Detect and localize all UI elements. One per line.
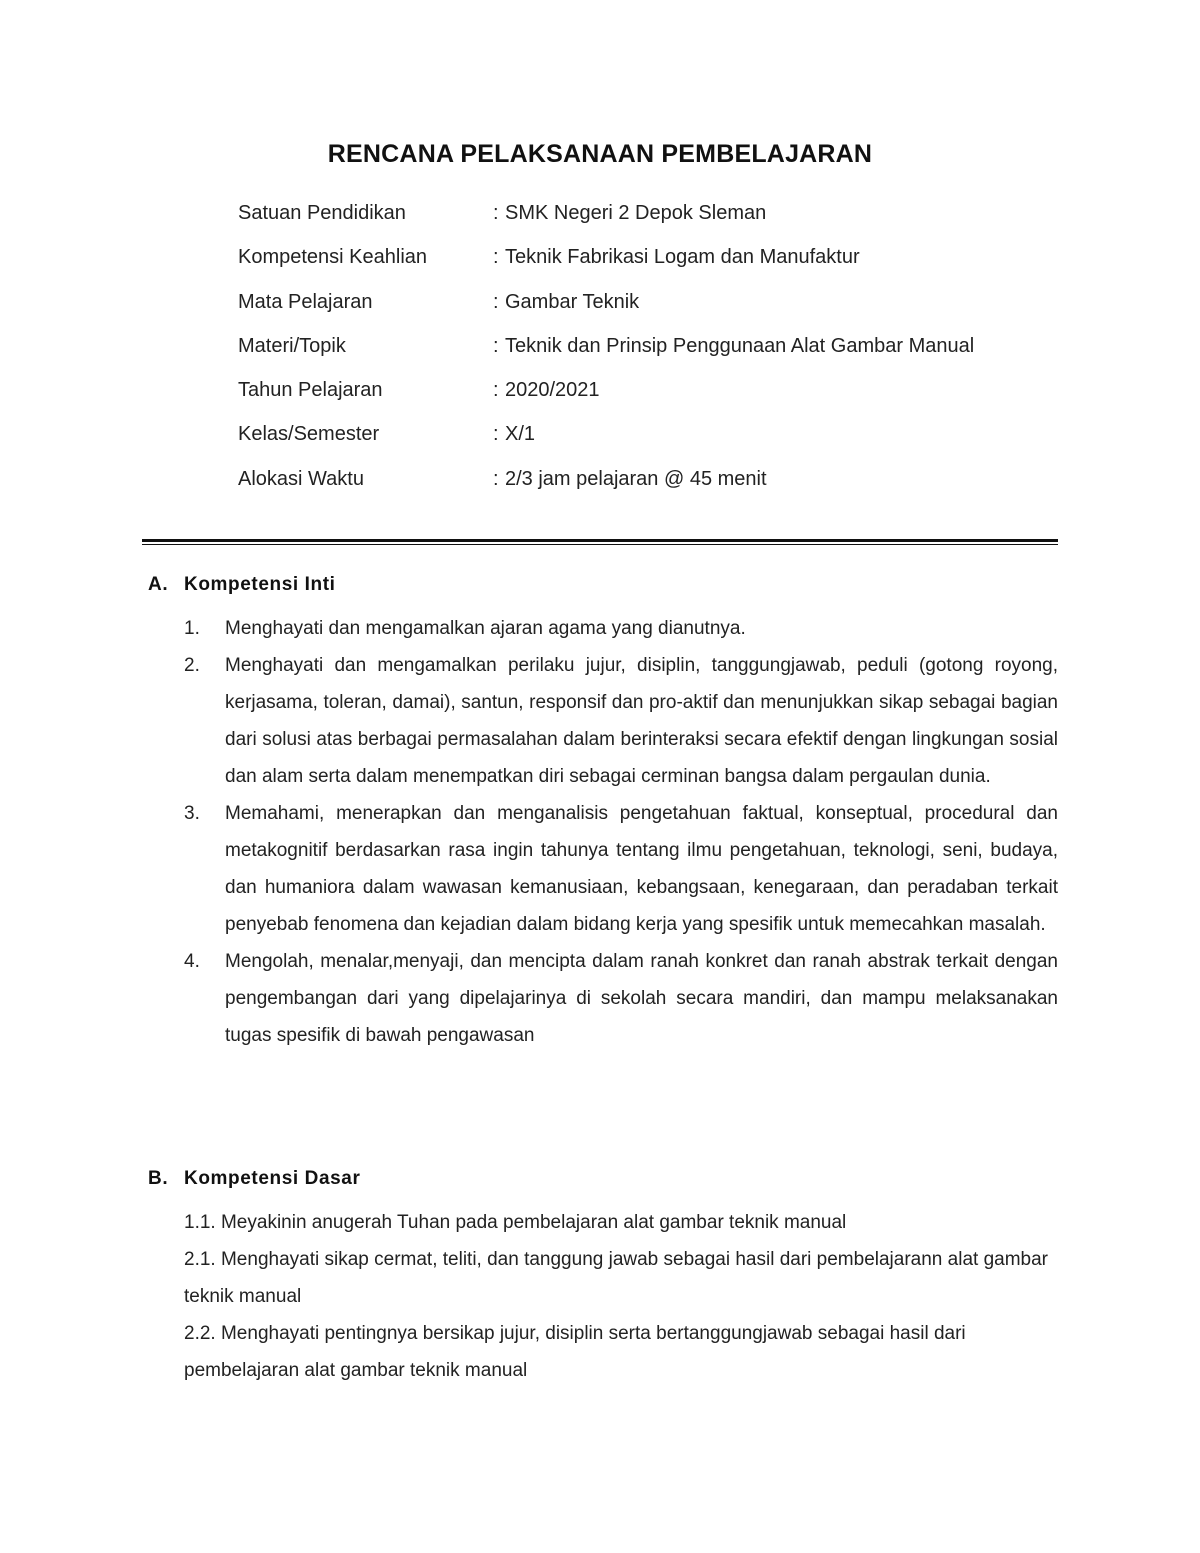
list-text: Menghayati dan mengamalkan perilaku jujur, disiplin, tanggungjawab, peduli (gotong royong, kerjasama, toleran, damai), santun, responsif dan pro-aktif dan menunjukkan sikap sebagai bagian dari solusi atas berbagai permasalahan dalam berinteraksi secara efektif dengan lingkungan sosial dan alam serta dalam menempatkan diri sebagai cerminan bangsa dalam pergaulan dunia. xyxy=(225,655,1058,787)
meta-value: Teknik dan Prinsip Penggunaan Alat Gambar Manual xyxy=(505,334,975,357)
section-title: Kompetensi Dasar xyxy=(184,1168,361,1189)
meta-label: Tahun Pelajaran xyxy=(238,379,383,402)
divider-thick xyxy=(142,539,1058,542)
meta-separator: : xyxy=(493,290,499,313)
list-number: 4. xyxy=(184,951,200,972)
meta-row-kompetensi-keahlian xyxy=(238,246,1098,290)
identity-table xyxy=(238,202,1098,512)
divider-thin xyxy=(142,544,1058,545)
list-number: 1. xyxy=(184,618,200,639)
meta-label: Kompetensi Keahlian xyxy=(238,246,428,269)
list-text: Memahami, menerapkan dan menganalisis pengetahuan faktual, konseptual, procedural dan metakognitif berdasarkan rasa ingin tahunya tentang ilmu pengetahuan, teknologi, seni, budaya, dan humaniora dalam wawasan kemanusiaan, kebangsaan, kenegaraan, dan peradaban terkait penyebab fenomena dan kejadian dalam bidang kerja yang spesifik untuk memecahkan masalah. xyxy=(225,803,1058,935)
list-item xyxy=(184,943,1058,1054)
meta-label: Kelas/Semester xyxy=(238,423,380,446)
meta-separator: : xyxy=(493,202,499,224)
list-text: Menghayati sikap cermat, teliti, dan tanggung jawab sebagai hasil dari pembelajarann alat gambar teknik manual xyxy=(184,1249,1048,1307)
meta-value: X/1 xyxy=(505,423,536,446)
section-letter: B. xyxy=(148,1168,169,1189)
meta-row-satuan-pendidikan xyxy=(238,202,1098,246)
meta-separator: : xyxy=(493,246,499,269)
list-item xyxy=(184,1241,1058,1315)
list-number: 2.1. xyxy=(184,1249,216,1270)
section-letter: A. xyxy=(148,574,169,595)
meta-label: Mata Pelajaran xyxy=(238,290,373,313)
meta-separator: : xyxy=(493,467,499,490)
meta-value: Gambar Teknik xyxy=(505,290,640,313)
meta-separator: : xyxy=(493,423,499,446)
meta-row-mata-pelajaran xyxy=(238,291,1098,335)
meta-label: Materi/Topik xyxy=(238,334,346,357)
list-item xyxy=(184,647,1058,795)
section-heading-kompetensi-inti xyxy=(148,574,336,596)
list-item xyxy=(184,610,1058,647)
list-text: Menghayati pentingnya bersikap jujur, disiplin serta bertanggungjawab sebagai hasil dari pembelajaran alat gambar teknik manual xyxy=(184,1323,966,1381)
kompetensi-inti-list xyxy=(184,610,1058,1054)
list-number: 2. xyxy=(184,655,200,676)
meta-label: Satuan Pendidikan xyxy=(238,202,406,224)
meta-value: 2020/2021 xyxy=(505,379,600,402)
meta-value: Teknik Fabrikasi Logam dan Manufaktur xyxy=(505,246,860,269)
kompetensi-dasar-list xyxy=(184,1204,1058,1389)
meta-row-alokasi-waktu xyxy=(238,468,1098,512)
list-item xyxy=(184,795,1058,943)
meta-row-kelas-semester xyxy=(238,423,1098,467)
meta-row-tahun-pelajaran xyxy=(238,379,1098,423)
document-title: RENCANA PELAKSANAAN PEMBELAJARAN xyxy=(327,140,873,168)
meta-value: 2/3 jam pelajaran @ 45 menit xyxy=(505,467,767,490)
list-number: 1.1. xyxy=(184,1212,216,1233)
meta-label: Alokasi Waktu xyxy=(238,467,364,490)
meta-separator: : xyxy=(493,379,499,402)
list-item xyxy=(184,1315,1058,1389)
section-title: Kompetensi Inti xyxy=(184,574,336,595)
section-heading-kompetensi-dasar xyxy=(148,1168,360,1190)
meta-row-materi-topik xyxy=(238,335,1098,379)
list-text: Mengolah, menalar,menyaji, dan mencipta dalam ranah konkret dan ranah abstrak terkait dengan pengembangan dari yang dipelajarinya di sekolah secara mandiri, dan mampu melaksanakan tugas spesifik di bawah pengawasan xyxy=(225,951,1058,1046)
list-text: Menghayati dan mengamalkan ajaran agama yang dianutnya. xyxy=(225,618,746,639)
list-item xyxy=(184,1204,1058,1241)
list-text: Meyakinin anugerah Tuhan pada pembelajaran alat gambar teknik manual xyxy=(220,1212,847,1233)
list-number: 2.2. xyxy=(184,1323,216,1344)
meta-separator: : xyxy=(493,334,499,357)
list-number: 3. xyxy=(184,803,200,824)
meta-value: SMK Negeri 2 Depok Sleman xyxy=(505,202,767,224)
